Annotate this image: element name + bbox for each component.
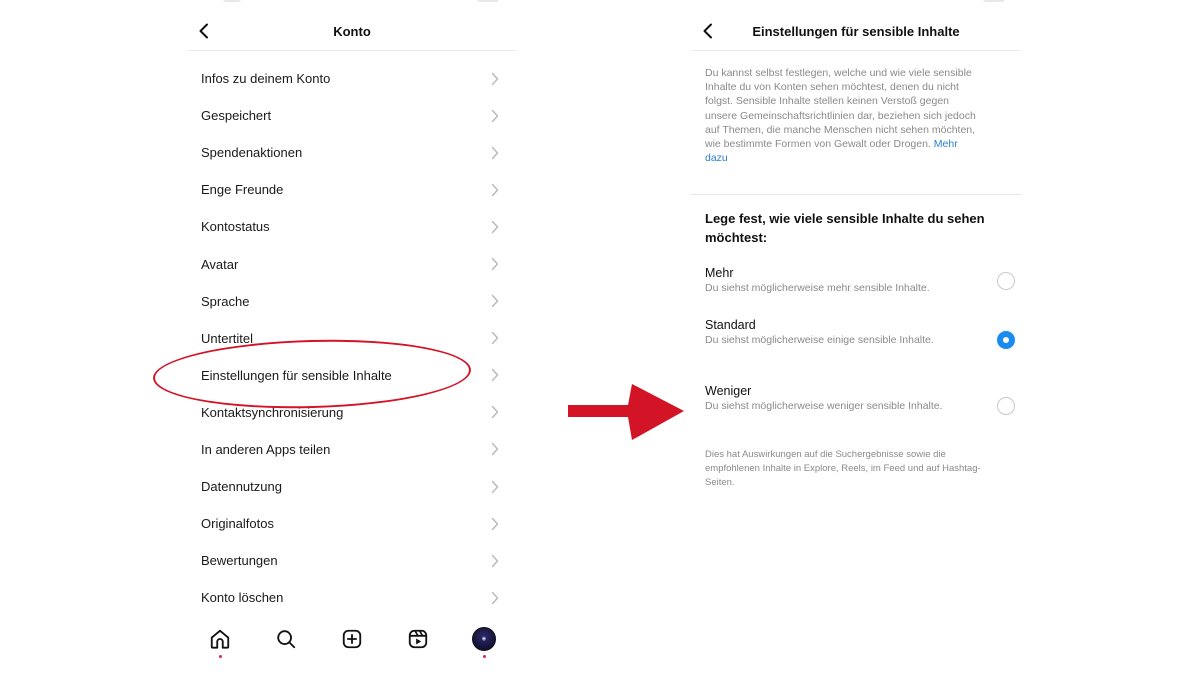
chevron-right-icon bbox=[490, 257, 500, 271]
screen-header bbox=[691, 14, 1021, 51]
menu-item-label: Sprache bbox=[201, 293, 250, 309]
status-bar-remnant bbox=[477, 0, 499, 2]
chevron-right-icon bbox=[490, 146, 500, 160]
menu-item-label: Avatar bbox=[201, 256, 239, 272]
chevron-right-icon bbox=[490, 442, 500, 456]
chevron-right-icon bbox=[490, 554, 500, 568]
menu-item-account-info[interactable] bbox=[187, 60, 517, 97]
menu-item-account-status[interactable] bbox=[187, 208, 517, 245]
bottom-navigation-bar bbox=[187, 620, 517, 660]
menu-item-label: Datennutzung bbox=[201, 479, 282, 495]
home-icon bbox=[209, 628, 231, 650]
menu-item-data-usage[interactable] bbox=[187, 468, 517, 505]
account-menu-list bbox=[187, 60, 517, 616]
reels-icon bbox=[407, 628, 429, 650]
chevron-right-icon bbox=[490, 368, 500, 382]
option-description: Du siehst möglicherweise weniger sensible Inhalte. bbox=[705, 400, 943, 412]
menu-item-label: Kontostatus bbox=[201, 219, 270, 235]
page-title: Einstellungen für sensible Inhalte bbox=[752, 24, 960, 39]
option-description: Du siehst möglicherweise einige sensible Inhalte. bbox=[705, 334, 934, 346]
menu-item-ratings[interactable] bbox=[187, 542, 517, 579]
chevron-right-icon bbox=[490, 480, 500, 494]
option-less[interactable] bbox=[705, 384, 1015, 413]
intro-text: Du kannst selbst festlegen, welche und wie viele sensible Inhalte du von Konten sehen möchtest, denen du nicht folgst. Sensible Inhalte stellen keinen Verstoß gegen unsere Gemeinschaftsrichtlinien dar, beziehen sich jedoch auf Themen, die manche Menschen nicht sehen möchten, wie bestimmte Formen von Gewalt oder Drogen. bbox=[705, 67, 976, 151]
arrow-right-icon bbox=[566, 383, 686, 441]
status-bar-remnant bbox=[223, 0, 241, 2]
menu-item-captions[interactable] bbox=[187, 320, 517, 357]
nav-reels-button[interactable] bbox=[405, 626, 431, 652]
option-label: Mehr bbox=[705, 266, 734, 280]
radio-standard[interactable] bbox=[997, 331, 1015, 349]
chevron-right-icon bbox=[490, 294, 500, 308]
option-description: Du siehst möglicherweise mehr sensible Inhalte. bbox=[705, 282, 930, 294]
sensitive-content-settings-screen bbox=[691, 0, 1021, 675]
nav-search-button[interactable] bbox=[273, 626, 299, 652]
section-divider bbox=[691, 194, 1021, 195]
menu-item-label: Konto löschen bbox=[201, 590, 284, 606]
page-title: Konto bbox=[333, 24, 371, 39]
chevron-right-icon bbox=[490, 183, 500, 197]
menu-item-label: In anderen Apps teilen bbox=[201, 441, 331, 457]
menu-item-fundraisers[interactable] bbox=[187, 134, 517, 171]
menu-item-original-photos[interactable] bbox=[187, 505, 517, 542]
menu-item-delete-account[interactable] bbox=[187, 579, 517, 616]
option-label: Standard bbox=[705, 318, 756, 332]
chevron-right-icon bbox=[490, 72, 500, 86]
intro-description bbox=[705, 66, 980, 165]
nav-home-button[interactable] bbox=[207, 626, 233, 652]
notification-dot bbox=[219, 655, 222, 658]
search-icon bbox=[275, 628, 297, 650]
menu-item-share-other-apps[interactable] bbox=[187, 431, 517, 468]
footer-note: Dies hat Auswirkungen auf die Suchergebnisse sowie die empfohlenen Inhalte in Explore, Reels, im Feed und auf Hashtag-Seiten. bbox=[705, 449, 981, 489]
menu-item-label: Infos zu deinem Konto bbox=[201, 71, 331, 87]
notification-dot bbox=[483, 655, 486, 658]
add-post-icon bbox=[341, 628, 363, 650]
menu-item-saved[interactable] bbox=[187, 97, 517, 134]
menu-item-language[interactable] bbox=[187, 283, 517, 320]
menu-item-contact-sync[interactable] bbox=[187, 394, 517, 431]
menu-item-close-friends[interactable] bbox=[187, 171, 517, 208]
menu-item-label: Untertitel bbox=[201, 330, 254, 346]
section-heading: Lege fest, wie viele sensible Inhalte du sehen möchtest: bbox=[705, 211, 985, 245]
chevron-right-icon bbox=[490, 109, 500, 123]
menu-item-label: Spendenaktionen bbox=[201, 145, 303, 161]
chevron-right-icon bbox=[490, 405, 500, 419]
radio-less[interactable] bbox=[997, 397, 1015, 415]
account-settings-screen bbox=[187, 0, 517, 675]
menu-item-sensitive-content[interactable] bbox=[187, 357, 517, 394]
status-bar-remnant bbox=[983, 0, 1005, 2]
nav-profile-button[interactable] bbox=[471, 626, 497, 652]
menu-item-avatar[interactable] bbox=[187, 245, 517, 282]
nav-create-button[interactable] bbox=[339, 626, 365, 652]
menu-item-label: Einstellungen für sensible Inhalte bbox=[201, 367, 392, 383]
menu-item-label: Bewertungen bbox=[201, 553, 278, 569]
option-label: Weniger bbox=[705, 384, 752, 398]
option-standard[interactable] bbox=[705, 318, 1015, 347]
menu-item-label: Originalfotos bbox=[201, 516, 274, 532]
radio-more[interactable] bbox=[997, 272, 1015, 290]
learn-more-link[interactable]: Mehr dazu bbox=[705, 138, 958, 165]
chevron-right-icon bbox=[490, 331, 500, 345]
menu-item-label: Enge Freunde bbox=[201, 182, 284, 198]
profile-avatar-icon: ◉ bbox=[472, 627, 496, 651]
chevron-right-icon bbox=[490, 517, 500, 531]
screen-header bbox=[187, 14, 517, 51]
chevron-right-icon bbox=[490, 591, 500, 605]
option-more[interactable] bbox=[705, 266, 1015, 295]
menu-item-label: Kontaktsynchronisierung bbox=[201, 404, 344, 420]
chevron-right-icon bbox=[490, 220, 500, 234]
menu-item-label: Gespeichert bbox=[201, 108, 272, 124]
